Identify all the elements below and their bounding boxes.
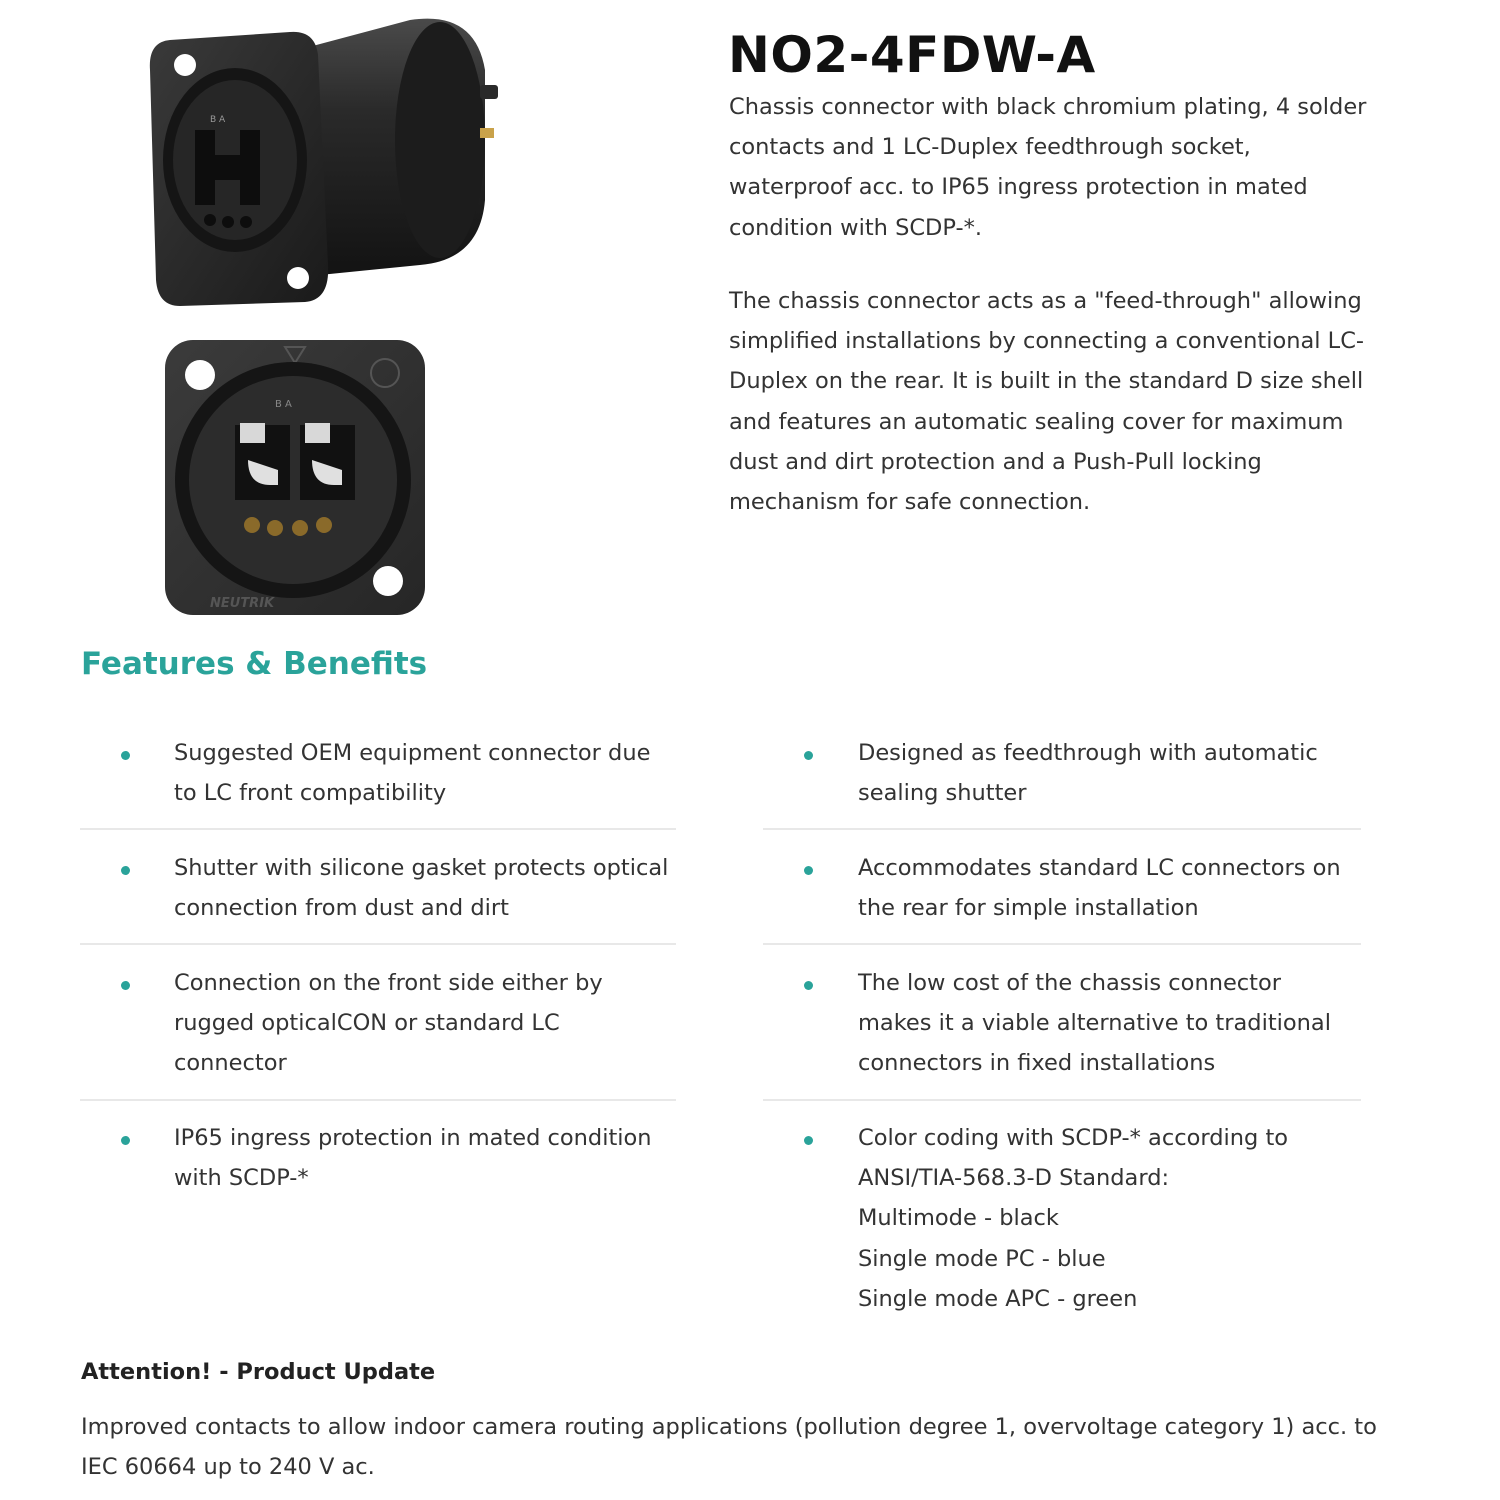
feature-text: Designed as feedthrough with automatic sealing shutter — [858, 740, 1318, 807]
contact-labels-marking: B A — [210, 115, 226, 125]
product-title: NO2-4FDW-A — [728, 26, 1096, 84]
feature-item — [763, 1120, 1361, 1330]
feature-item — [80, 1120, 676, 1210]
bullet-icon — [121, 866, 130, 875]
feature-item — [80, 850, 676, 945]
bullet-icon — [121, 751, 130, 760]
feature-item — [80, 965, 676, 1101]
bullet-icon — [804, 981, 813, 990]
features-heading: Features & Benefits — [81, 646, 428, 682]
feature-text: Suggested OEM equipment connector due to LC front compatibility — [174, 740, 651, 807]
connector-angle-image — [140, 10, 520, 320]
feature-text: Shutter with silicone gasket protects optical connection from dust and dirt — [174, 855, 669, 922]
feature-item — [763, 965, 1361, 1101]
bullet-icon — [121, 981, 130, 990]
contact-labels-marking: B A — [275, 399, 292, 410]
product-images — [140, 10, 520, 620]
feature-text: The low cost of the chassis connector makes it a viable alternative to traditional connectors in fixed installations — [858, 970, 1331, 1077]
feature-item — [763, 735, 1361, 830]
feature-text: Connection on the front side either by rugged opticalCON or standard LC connector — [174, 970, 603, 1077]
brand-marking: NEUTRIK — [210, 596, 275, 611]
bullet-icon — [804, 866, 813, 875]
attention-title: Attention! - Product Update — [81, 1359, 436, 1385]
bullet-icon — [804, 1136, 813, 1145]
feature-text: Color coding with SCDP-* according to ANSI/TIA-568.3-D Standard: Multimode - black Single mode PC - blue Single mode APC - green — [858, 1125, 1289, 1312]
connector-front-image — [160, 335, 430, 625]
attention-text: Improved contacts to allow indoor camera routing applications (pollution degree 1, overvoltage category 1) acc. to IEC 60664 up to 240 V ac. — [81, 1414, 1377, 1481]
product-description-1: Chassis connector with black chromium plating, 4 solder contacts and 1 LC-Duplex feedthrough socket, waterproof acc. to IP65 ingress protection in mated condition with SCDP-*. — [729, 94, 1367, 241]
feature-item — [80, 735, 676, 830]
feature-text: Accommodates standard LC connectors on the rear for simple installation — [858, 855, 1341, 922]
bullet-icon — [121, 1136, 130, 1145]
bullet-icon — [804, 751, 813, 760]
feature-item — [763, 850, 1361, 945]
feature-text: IP65 ingress protection in mated condition with SCDP-* — [174, 1125, 652, 1192]
product-description-2: The chassis connector acts as a "feed-through" allowing simplified installations by connecting a conventional LC-Duplex on the rear. It is built in the standard D size shell and features an automatic sealing cover for maximum dust and dirt protection and a Push-Pull locking mechanism for safe connection. — [729, 288, 1365, 516]
